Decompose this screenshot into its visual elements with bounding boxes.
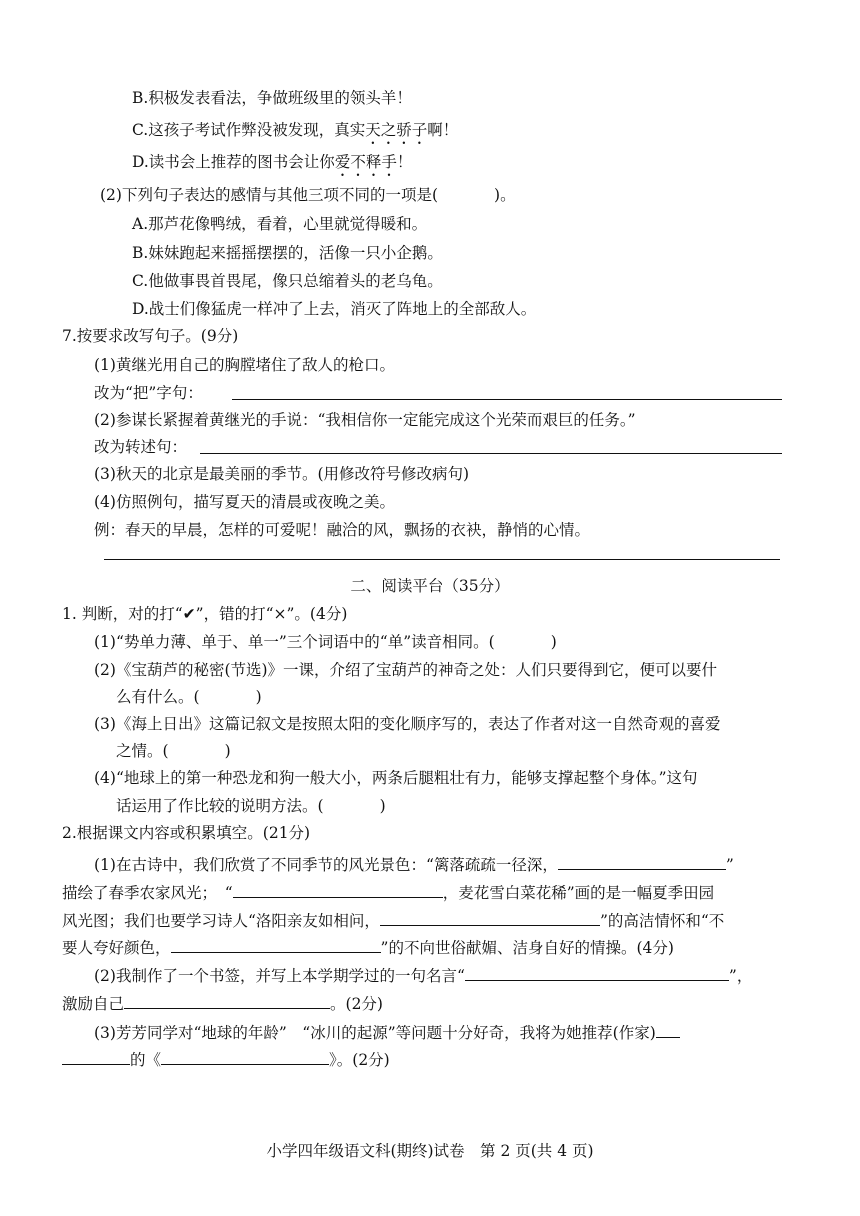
judge-item-2-line-1: (2)《宝葫芦的秘密(节选)》一课，介绍了宝葫芦的神奇之处：人们只要得到它，便可以要什 bbox=[94, 661, 718, 679]
q6-option-b: B.积极发表看法，争做班级里的领头羊！ bbox=[132, 89, 412, 107]
section-title: 二、阅读平台（35分） bbox=[350, 577, 510, 595]
judge-title bbox=[62, 604, 347, 624]
judge-title-post: ”。(4分) bbox=[286, 605, 348, 623]
fill-blank[interactable] bbox=[380, 909, 600, 926]
q7-example: 例：春天的早晨，怎样的可爱呢！融洽的风，飘扬的衣袂，静悄的心情。 bbox=[94, 521, 591, 539]
fill-blank[interactable] bbox=[558, 853, 726, 870]
q7-s1-label: 改为“把”字句： bbox=[94, 384, 203, 402]
q7-sentence-4: (4)仿照例句，描写夏天的清晨或夜晚之美。 bbox=[94, 493, 395, 511]
fill-s2-text: (2)我制作了一个书签，并写上本学期学过的一句名言“ bbox=[94, 967, 465, 985]
fill-title: 2.根据课文内容或积累填空。(21分) bbox=[62, 824, 311, 842]
fill-blank[interactable] bbox=[62, 1048, 130, 1065]
q6-sub2-end: )。 bbox=[494, 186, 516, 204]
fill-s1-line-3 bbox=[62, 909, 724, 931]
fill-s1-b-text: 描绘了春季农家风光； “ bbox=[62, 884, 233, 902]
q6-sub2-question bbox=[100, 185, 516, 205]
judge-item-2-line-2 bbox=[116, 687, 262, 707]
cross-icon: × bbox=[273, 605, 287, 623]
fill-s1-line-2 bbox=[62, 881, 714, 903]
fill-blank[interactable] bbox=[124, 992, 330, 1009]
fill-s2-end: ”， bbox=[728, 967, 753, 985]
judge-item-4-end: ) bbox=[379, 797, 386, 815]
fill-s1-b-end: ，麦花雪白菜花稀”画的是一幅夏季田园 bbox=[442, 884, 715, 902]
fill-blank[interactable] bbox=[171, 936, 381, 953]
fill-s1-d-text: 要人夸好颜色， bbox=[62, 939, 171, 957]
page-footer: 小学四年级语文科(期终)试卷 第 2 页(共 4 页) bbox=[266, 1142, 594, 1160]
fill-s1-c-text: 风光图；我们也要学习诗人“洛阳亲友如相问， bbox=[62, 912, 380, 930]
q7-s2-answer-line[interactable] bbox=[200, 453, 782, 454]
fill-s2-b-text: 激励自己 bbox=[62, 995, 125, 1013]
judge-item-3-end: ) bbox=[224, 742, 231, 760]
fill-s3-b-end: 》。(2分) bbox=[329, 1051, 390, 1069]
fill-s3-b-text: 的《 bbox=[130, 1051, 162, 1069]
judge-item-4-text: 话运用了作比较的说明方法。( bbox=[116, 797, 324, 815]
q6-option-c-post: 啊！ bbox=[427, 121, 459, 139]
fill-s2-b-end: 。(2分) bbox=[330, 995, 383, 1013]
fill-s1-c-end: ”的高洁情怀和“不 bbox=[599, 912, 725, 930]
fill-s3-text: (3)芳芳同学对“地球的年龄” “冰川的起源”等问题十分好奇，我将为她推荐(作家) bbox=[94, 1024, 656, 1042]
fill-s1-d-end: ”的不向世俗献媚、洁身自好的情操。(4分) bbox=[380, 939, 674, 957]
q6-option-c bbox=[132, 120, 458, 148]
judge-item-1 bbox=[94, 632, 557, 652]
judge-item-1-end: ) bbox=[550, 633, 557, 651]
q6-option-d bbox=[132, 152, 412, 180]
fill-blank[interactable] bbox=[656, 1021, 680, 1038]
q7-s1-answer-line[interactable] bbox=[232, 399, 782, 400]
judge-item-3-line-1: (3)《海上日出》这篇记叙文是按照太阳的变化顺序写的，表达了作者对这一自然奇观的喜爱 bbox=[94, 715, 721, 733]
q6-sub2-text: (2)下列句子表达的感情与其他三项不同的一项是( bbox=[100, 186, 439, 204]
fill-s1-text: (1)在古诗中，我们欣赏了不同季节的风光景色：“篱落疏疏一径深， bbox=[94, 856, 558, 874]
judge-item-2-text: 么有什么。( bbox=[116, 688, 200, 706]
fill-blank[interactable] bbox=[465, 964, 729, 981]
q7-sentence-3: (3)秋天的北京是最美丽的季节。(用修改符号修改病句) bbox=[94, 465, 470, 483]
fill-s2-line-1 bbox=[94, 964, 752, 986]
fill-s3-line-2 bbox=[62, 1048, 390, 1070]
q7-s2-label: 改为转述句： bbox=[94, 438, 188, 456]
fill-s1-line-1 bbox=[94, 853, 734, 875]
judge-title-pre: 1. 判断，对的打“ bbox=[62, 605, 183, 623]
fill-s2-line-2 bbox=[62, 992, 383, 1014]
judge-item-3-text: 之情。( bbox=[116, 742, 169, 760]
fill-blank[interactable] bbox=[233, 881, 443, 898]
q7-s4-answer-line[interactable] bbox=[104, 559, 780, 560]
judge-item-3-line-2 bbox=[116, 741, 231, 761]
q6-option-d-pre: D.读书会上推荐的图书会让你 bbox=[132, 153, 335, 171]
q6-option-c-word: 天之骄子 bbox=[365, 121, 428, 139]
fill-blank[interactable] bbox=[161, 1048, 329, 1065]
check-icon: ✔ bbox=[182, 605, 196, 623]
fill-s1-quote: ” bbox=[725, 856, 734, 874]
q6-sub2-option-b: B.妹妹跑起来摇摇摆摆的，活像一只小企鹅。 bbox=[132, 244, 443, 262]
q7-title: 7.按要求改写句子。(9分) bbox=[62, 327, 239, 345]
q6-sub2-option-a: A.那芦花像鸭绒，看着，心里就觉得暖和。 bbox=[132, 215, 428, 233]
q6-option-d-post: ！ bbox=[396, 153, 413, 171]
q6-sub2-option-d: D.战士们像猛虎一样冲了上去，消灭了阵地上的全部敌人。 bbox=[132, 300, 537, 318]
judge-item-2-end: ) bbox=[255, 688, 262, 706]
q6-option-c-pre: C.这孩子考试作弊没被发现，真实 bbox=[132, 121, 366, 139]
q6-sub2-option-c: C.他做事畏首畏尾，像只总缩着头的老乌龟。 bbox=[132, 272, 443, 290]
q7-sentence-2: (2)参谋长紧握着黄继光的手说：“我相信你一定能完成这个光荣而艰巨的任务。” bbox=[94, 411, 636, 429]
fill-s1-line-4 bbox=[62, 936, 674, 958]
judge-item-1-text: (1)“势单力薄、单于、单一”三个词语中的“单”读音相同。( bbox=[94, 633, 495, 651]
judge-item-4-line-2 bbox=[116, 796, 386, 816]
q7-sentence-1: (1)黄继光用自己的胸膛堵住了敌人的枪口。 bbox=[94, 356, 395, 374]
fill-s3-line-1 bbox=[94, 1021, 680, 1043]
q6-option-d-word: 爱不释手 bbox=[334, 153, 397, 171]
judge-item-4-line-1: (4)“地球上的第一种恐龙和狗一般大小，两条后腿粗壮有力，能够支撑起整个身体。”这句 bbox=[94, 769, 698, 787]
judge-title-mid: ”，错的打“ bbox=[195, 605, 274, 623]
